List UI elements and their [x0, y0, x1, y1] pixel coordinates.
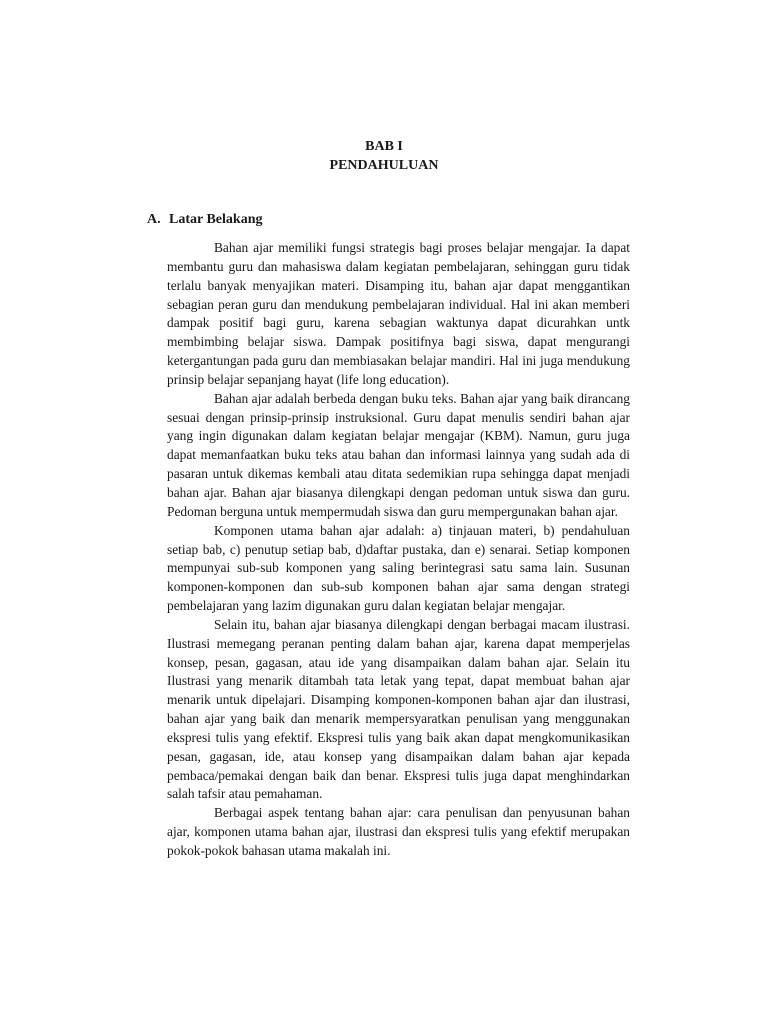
section-title: Latar Belakang — [169, 212, 263, 227]
chapter-title: PENDAHULUAN — [329, 158, 439, 173]
paragraph-3: Komponen utama bahan ajar adalah: a) tinjauan materi, b) pendahuluan setiap bab, c) penutup setiap bab, d)daftar pustaka, dan e) senarai. Setiap komponen mempunyai sub-sub komponen yang saling berintegrasi satu sama lain. Susunan komponen-komponen dan sub-sub komponen bahan ajar sama dengan strategi pembelajaran yang lazim digunakan guru dalan kegiatan belajar mengajar. — [167, 522, 630, 614]
chapter-number: BAB I — [365, 139, 403, 154]
paragraph-4: Selain itu, bahan ajar biasanya dilengkapi dengan berbagai macam ilustrasi. Ilustrasi memegang peranan penting dalam bahan ajar, karena dapat memperjelas konsep, pesan, gagasan, atau ide yang disampaikan dalam bahan ajar. Selain itu Ilustrasi yang menarik ditambah tata letak yang tepat, dapat membuat bahan ajar menarik untuk dipelajari. Disamping komponen-komponen bahan ajar dan ilustrasi, bahan ajar yang baik dan menarik mempersyaratkan penulisan yang menggunakan ekspresi tulis yang efektif. Ekspresi tulis yang baik akan dapat mengkomunikasikan pesan, gagasan, ide, atau konsep yang disampaikan dalam bahan ajar kepada pembaca/pemakai dengan baik dan benar. Ekspresi tulis juga dapat menghindarkan salah tafsir atau pemahaman. — [167, 616, 630, 802]
section-heading — [147, 210, 262, 230]
paragraph-1: Bahan ajar memiliki fungsi strategis bagi proses belajar mengajar. Ia dapat membantu guru dan mahasiswa dalam kegiatan pembelajaran, sehinggan guru tidak terlalu banyak menyajikan materi. Disamping itu, bahan ajar dapat menggantikan sebagian peran guru dan mendukung pembelajaran individual. Hal ini akan memberi dampak positif bagi guru, karena sebagian waktunya dapat dicurahkan untk membimbing belajar siswa. Dampak positifnya bagi siswa, dapat mengurangi ketergantungan pada guru dan membiasakan belajar mandiri. Hal ini juga mendukung prinsip belajar sepanjang hayat (life long education). — [167, 240, 630, 387]
paragraph-5: Berbagai aspek tentang bahan ajar: cara penulisan dan penyusunan bahan ajar, komponen utama bahan ajar, ilustrasi dan ekspresi tulis yang efektif merupakan pokok-pokok bahasan utama makalah ini. — [167, 805, 630, 858]
section-letter: A. — [147, 212, 161, 227]
paragraph-2: Bahan ajar adalah berbeda dengan buku teks. Bahan ajar yang baik dirancang sesuai dengan prinsip-prinsip instruksional. Guru dapat menulis sendiri bahan ajar yang ingin digunakan dalam kegiatan belajar mengajar (KBM). Namun, guru juga dapat memanfaatkan buku teks atau bahan dan informasi lainnya yang sudah ada di pasaran untuk dikemas kembali atau ditata sedemikian rupa sehingga dapat menjadi bahan ajar. Bahan ajar biasanya dilengkapi dengan pedoman untuk siswa dan guru. Pedoman berguna untuk mempermudah siswa dan guru mempergunakan bahan ajar. — [167, 390, 630, 519]
body-text — [167, 239, 630, 861]
